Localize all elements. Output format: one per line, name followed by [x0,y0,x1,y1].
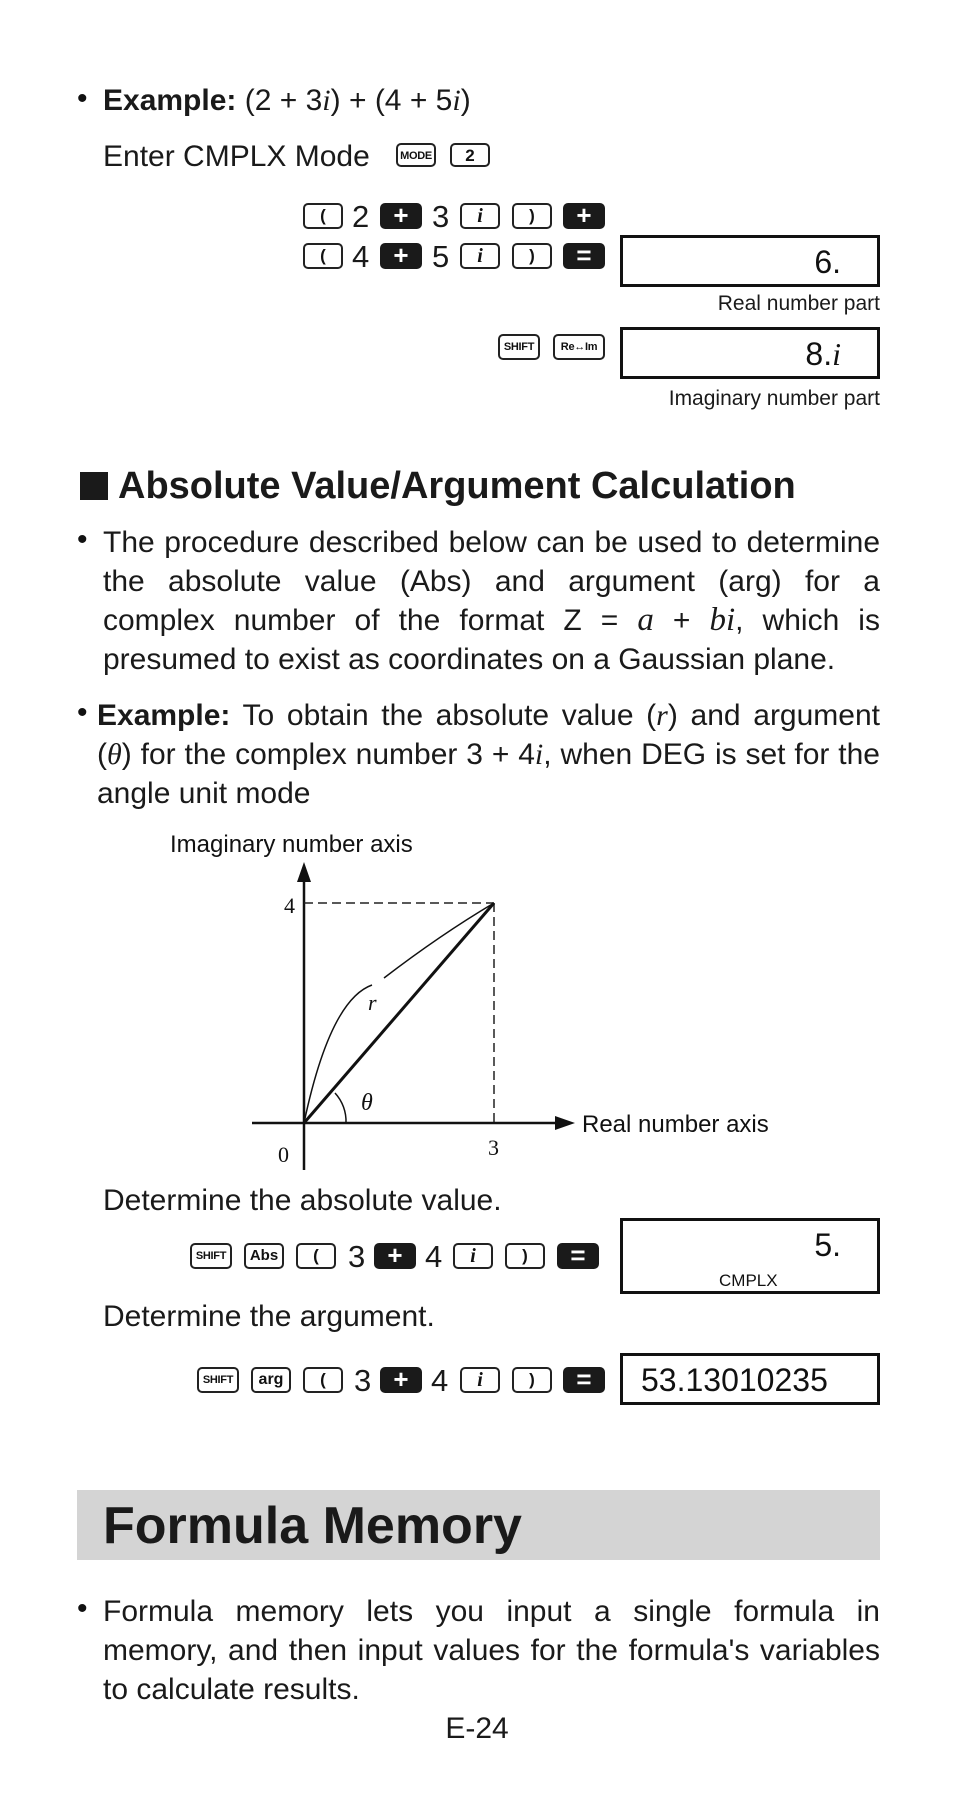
display-value [805,336,841,373]
digit: 2 [352,199,370,234]
section-title: Absolute Value/Argument Calculation [118,465,796,507]
example1-heading [103,82,471,120]
equals-key[interactable]: = [557,1243,599,1269]
bullet: • [77,696,88,729]
x-tick-label: 3 [488,1135,499,1160]
digit: 3 [432,199,450,234]
bullet: • [77,82,88,115]
y-axis-arrow-icon [297,862,311,882]
text-run: ) and argument ( [97,699,880,771]
r-label: r [368,990,377,1015]
digit: 4 [431,1363,449,1398]
shift-key[interactable]: SHIFT [190,1243,232,1269]
expr-i: i [322,84,331,117]
text-run: + [653,604,710,637]
expr-part: (2 + 3 [244,84,323,117]
theta-label: θ [361,1090,373,1116]
caption-real-part: Real number part [717,292,880,315]
origin-label: 0 [278,1142,289,1167]
example2-paragraph [97,696,880,813]
abs-instruction: Determine the absolute value. [103,1184,502,1217]
plus-key[interactable]: + [380,243,422,269]
gaussian-plane-diagram [0,820,954,1180]
digit: 4 [425,1239,443,1274]
shift-key[interactable]: SHIFT [498,334,540,360]
i-key[interactable]: i [453,1243,493,1269]
cmplx-indicator: CMPLX [719,1271,778,1290]
expr-i: i [452,84,461,117]
display-value: 6. [814,244,841,280]
open-paren-key[interactable]: ( [296,1243,336,1269]
display-imaginary-part [620,327,880,379]
caption-imaginary-part: Imaginary number part [668,387,880,410]
text-run: , which is presumed to exist as coordinates on a Gaussian plane. [103,604,880,676]
square-bullet-icon [80,472,108,500]
open-paren-key[interactable]: ( [303,203,343,229]
digit-2-key[interactable]: 2 [450,143,490,167]
section-heading [80,465,796,508]
i-key[interactable]: i [460,243,500,269]
i-key[interactable]: i [460,1367,500,1393]
page-number: E-24 [445,1712,509,1745]
plus-key[interactable]: + [380,203,422,229]
display-abs-result [620,1218,880,1294]
arg-key[interactable]: arg [251,1367,291,1393]
equals-key[interactable]: = [563,1367,605,1393]
display-value: 5. [814,1227,841,1263]
abs-key[interactable]: Abs [244,1243,284,1269]
vector-line [304,903,494,1123]
open-paren-key[interactable]: ( [303,243,343,269]
plus-key[interactable]: + [380,1367,422,1393]
i-key[interactable]: i [460,203,500,229]
text-run: The procedure described below can be used to determine the absolute value (Abs) and argument (arg) for a complex number of the format Z = [103,526,880,637]
text-run: To obtain the absolute value ( [230,699,657,732]
re-im-key[interactable]: Re↔Im [553,334,605,360]
digit: 3 [348,1239,366,1274]
display-real-part [620,235,880,287]
digit: 3 [354,1363,372,1398]
formula-memory-title: Formula Memory [103,1497,522,1555]
example-label: Example: [97,699,231,732]
digit: 5 [432,239,450,274]
shift-key[interactable]: SHIFT [197,1367,239,1393]
var-r: r [656,699,668,732]
bullet: • [77,1592,88,1625]
equals-key[interactable]: = [563,243,605,269]
display-value: 53.13010235 [641,1362,828,1398]
bullet: • [77,523,88,556]
mode-instruction: Enter CMPLX Mode [103,140,370,173]
open-paren-key[interactable]: ( [303,1367,343,1393]
display-i: i [832,336,841,372]
y-axis-label: Imaginary number axis [170,831,413,858]
close-paren-key[interactable]: ) [512,203,552,229]
x-axis-arrow-icon [555,1116,575,1130]
formula-memory-banner [77,1490,880,1560]
expr-part: ) + (4 + 5 [330,84,453,117]
example-label: Example: [103,84,237,117]
y-tick-label: 4 [284,893,295,918]
close-paren-key[interactable]: ) [512,1367,552,1393]
text-run: , when DEG is set for the angle unit mode [97,738,880,810]
var-bi: bi [709,602,736,638]
theta-arc [335,1093,346,1123]
display-arg-result [620,1353,880,1405]
mode-key[interactable]: MODE [396,143,436,167]
digit: 4 [352,239,370,274]
section-paragraph [103,523,880,679]
plus-key[interactable]: + [374,1243,416,1269]
text-run: ) for the complex number 3 + 4 [121,738,535,771]
x-axis-label: Real number axis [582,1111,769,1138]
close-paren-key[interactable]: ) [505,1243,545,1269]
var-theta: θ [107,738,122,771]
var-i: i [534,738,544,771]
formula-memory-paragraph: Formula memory lets you input a single formula in memory, and then input values for the formula's variables to calculate results. [103,1595,880,1706]
expr-part: ) [460,84,471,117]
display-number: 8. [805,336,833,372]
arg-instruction: Determine the argument. [103,1300,435,1333]
close-paren-key[interactable]: ) [512,243,552,269]
var-a: a [637,602,654,638]
plus-key[interactable]: + [563,203,605,229]
